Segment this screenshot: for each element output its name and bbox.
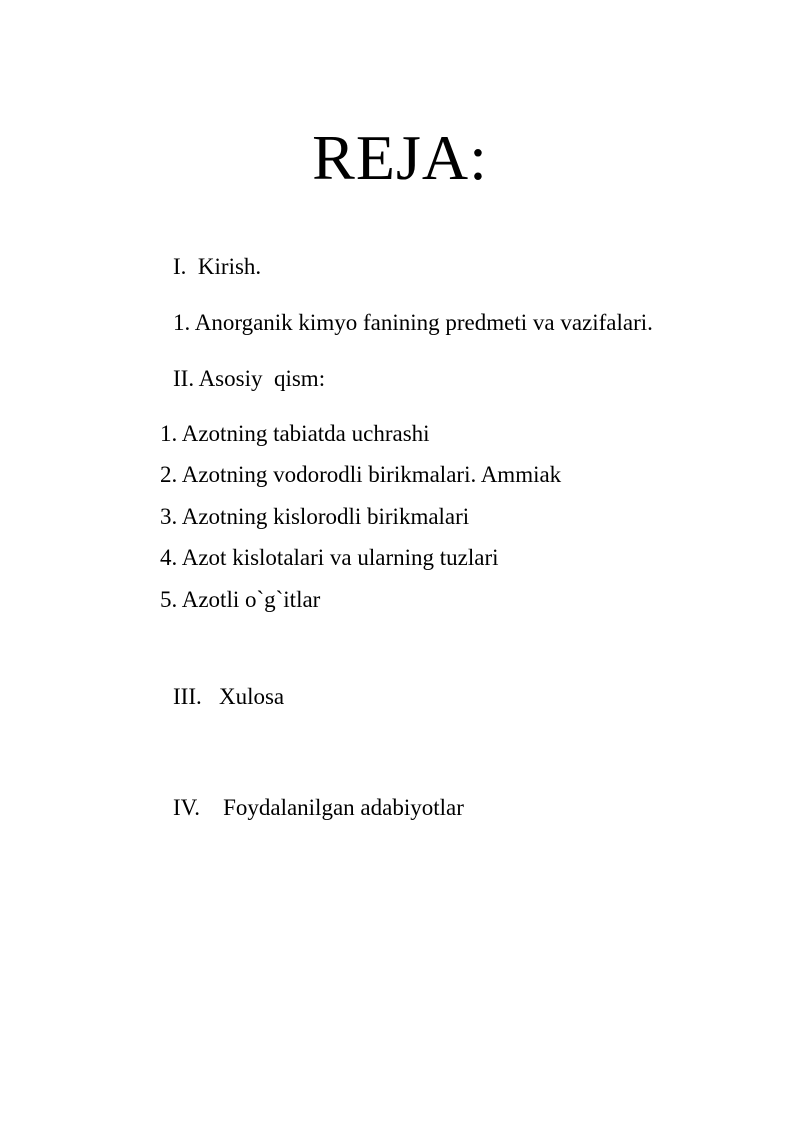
item-number: 3. <box>160 504 178 529</box>
section-label: Foydalanilgan adabiyotlar <box>223 795 464 820</box>
section-label: Kirish. <box>197 254 262 279</box>
section-references <box>150 763 464 853</box>
item-number: 5. <box>160 587 178 612</box>
document-title: REJA: <box>312 122 488 193</box>
item-number: 1. <box>173 310 191 335</box>
section-label: Asosiy qism: <box>198 366 326 391</box>
item-number: 2. <box>160 462 178 487</box>
item-number: 1. <box>160 421 178 446</box>
item-text: Anorganik kimyo fanining predmeti va vazifalari. <box>194 310 653 335</box>
section-label: Xulosa <box>218 684 285 709</box>
item-text: Azot kislotalari va ularning tuzlari <box>181 545 499 570</box>
section-numeral: I. <box>173 254 187 279</box>
section-numeral: II. <box>173 366 195 391</box>
item-text: Azotning kislorodli birikmalari <box>181 504 470 529</box>
item-text: Azotning tabiatda uchrashi <box>181 421 430 446</box>
section-numeral: III. <box>173 684 202 709</box>
section-conclusion <box>150 652 284 742</box>
item-text: Azotli o`g`itlar <box>181 587 321 612</box>
section-numeral: IV. <box>173 795 201 820</box>
item-text: Azotning vodorodli birikmalari. Ammiak <box>181 462 562 487</box>
list-item <box>137 555 320 645</box>
item-number: 4. <box>160 545 178 570</box>
